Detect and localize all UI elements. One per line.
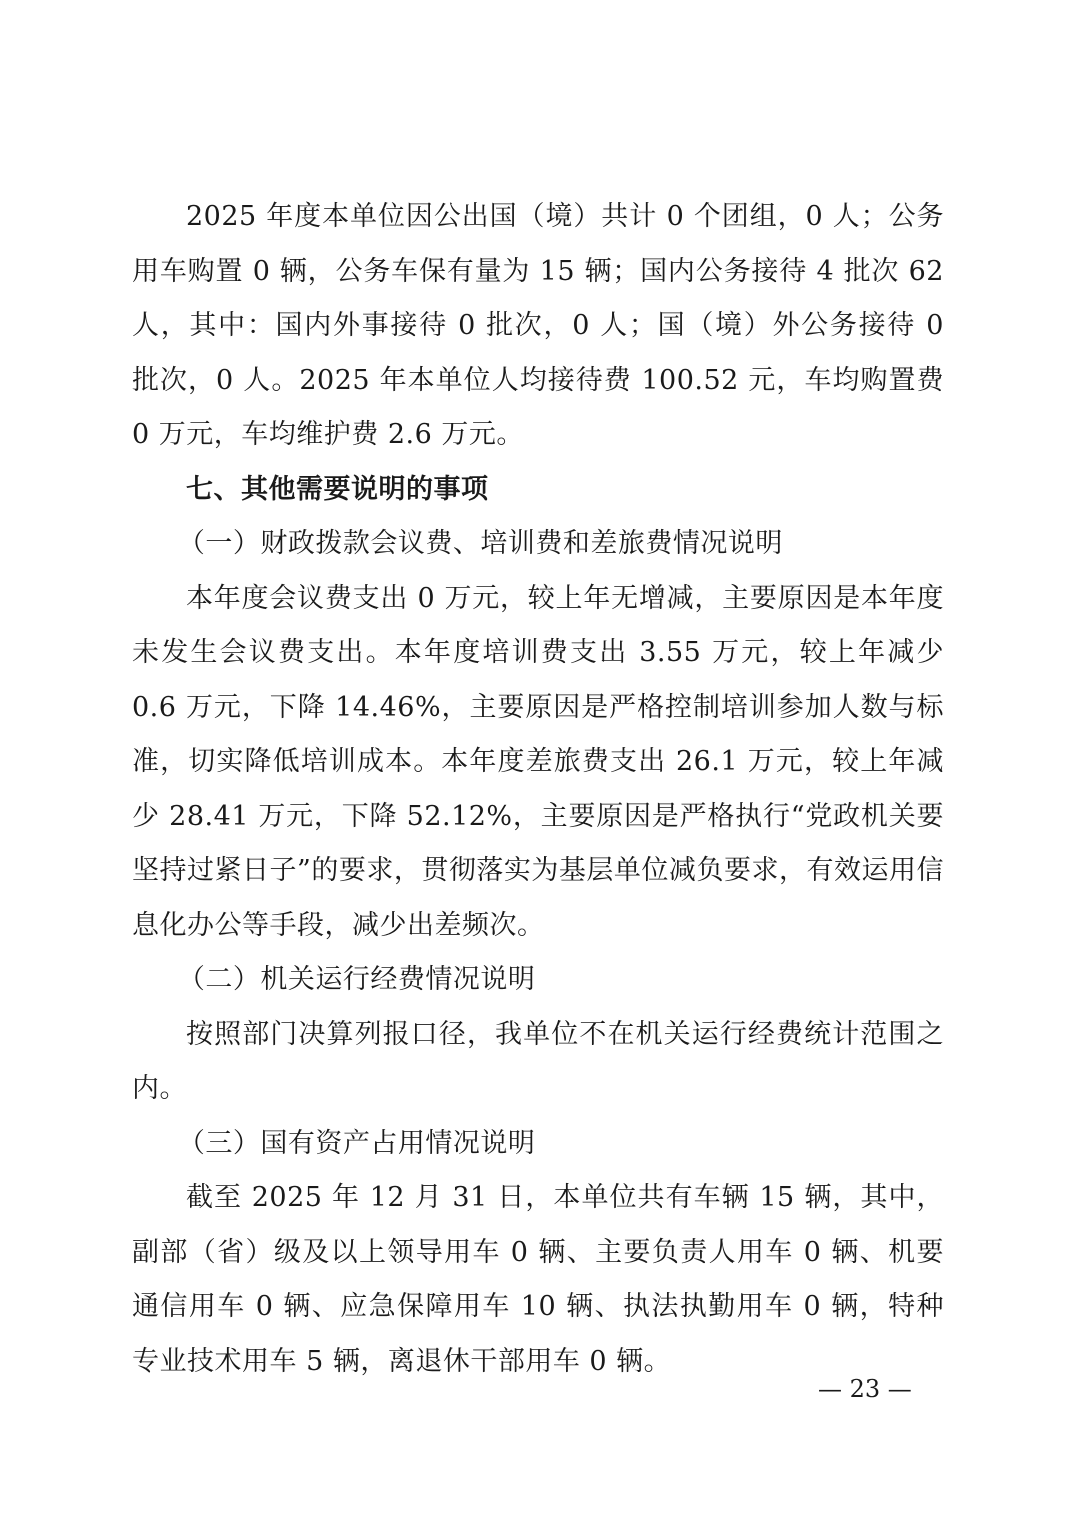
section-heading-other-matters: 七、其他需要说明的事项 <box>186 473 489 505</box>
paragraph-operating-funds: 按照部门决算列报口径，我单位不在机关运行经费统计范围之内。 <box>132 1018 944 1104</box>
subsection-heading-state-assets: （三）国有资产占用情况说明 <box>177 1127 536 1159</box>
paragraph-state-assets: 截至 2025 年 12 月 31 日，本单位共有车辆 15 辆，其中，副部（省）级及以上领导用车 0 辆、主要负责人用车 0 辆、机要通信用车 0 辆、应急保障用车 10 辆、执法执勤用车 0 辆，特种专业技术用车 5 辆，离退休干部用车 0 辆。 <box>132 1182 944 1377</box>
paragraph-foreign-travel-vehicles-reception: 2025 年度本单位因公出国（境）共计 0 个团组，0 人；公务用车购置 0 辆，公务车保有量为 15 辆；国内公务接待 4 批次 62 人，其中：国内外事接待 0 批次，0 人；国（境）外公务接待 0 批次，0 人。2025 年本单位人均接待费 100.52 元，车均购置费 0 万元，车均维护费 2.6 万元。 <box>132 201 944 450</box>
document-body <box>132 190 944 1389</box>
page-number: — 23 — <box>818 1375 912 1403</box>
paragraph-meeting-training-travel: 本年度会议费支出 0 万元，较上年无增减，主要原因是本年度未发生会议费支出。本年度培训费支出 3.55 万元，较上年减少 0.6 万元，下降 14.46%，主要原因是严格控制培训参加人数与标准，切实降低培训成本。本年度差旅费支出 26.1 万元，较上年减少 28.41 万元，下降 52.12%，主要原因是严格执行“党政机关要坚持过紧日子”的要求，贯彻落实为基层单位减负要求，有效运用信息化办公等手段，减少出差频次。 <box>132 582 944 941</box>
subsection-heading-meeting-training-travel: （一）财政拨款会议费、培训费和差旅费情况说明 <box>177 528 783 559</box>
subsection-heading-operating-funds: （二）机关运行经费情况说明 <box>177 964 536 995</box>
